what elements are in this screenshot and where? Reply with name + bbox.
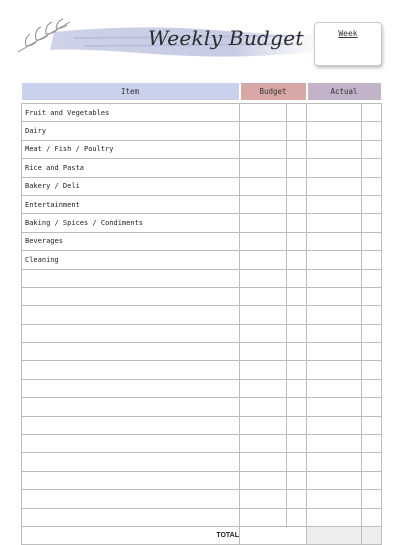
- budget-cell[interactable]: [240, 379, 287, 397]
- actual-cell[interactable]: [307, 490, 362, 508]
- table-header-row: [22, 83, 382, 100]
- actual-cell[interactable]: [307, 453, 362, 471]
- item-cell[interactable]: Beverages: [22, 232, 240, 250]
- budget-cell[interactable]: [240, 195, 287, 213]
- item-cell[interactable]: Cleaning: [22, 251, 240, 269]
- actual-cell[interactable]: [307, 214, 362, 232]
- item-cell[interactable]: [22, 490, 240, 508]
- actual-cents-cell[interactable]: [362, 398, 382, 416]
- table-row: [22, 122, 382, 140]
- budget-cell[interactable]: [240, 122, 287, 140]
- actual-cell[interactable]: [307, 177, 362, 195]
- actual-cents-cell[interactable]: [362, 122, 382, 140]
- item-column-header: Item: [22, 83, 240, 100]
- actual-cell[interactable]: [307, 287, 362, 305]
- table-row: [22, 324, 382, 342]
- budget-cell[interactable]: [240, 490, 287, 508]
- actual-cell[interactable]: [307, 159, 362, 177]
- budget-cents-cell[interactable]: [287, 379, 307, 397]
- actual-cents-cell[interactable]: [362, 177, 382, 195]
- budget-cents-cell[interactable]: [287, 140, 307, 158]
- item-cell[interactable]: Meat / Fish / Poultry: [22, 140, 240, 158]
- budget-cell[interactable]: [240, 104, 287, 122]
- item-cell[interactable]: [22, 306, 240, 324]
- table-row: [22, 398, 382, 416]
- actual-cell[interactable]: [307, 324, 362, 342]
- budget-cents-cell[interactable]: [287, 122, 307, 140]
- actual-cents-cell[interactable]: [362, 361, 382, 379]
- actual-cell[interactable]: [307, 508, 362, 526]
- actual-cell[interactable]: [307, 435, 362, 453]
- budget-cents-cell[interactable]: [287, 361, 307, 379]
- item-cell[interactable]: [22, 508, 240, 526]
- item-cell[interactable]: [22, 416, 240, 434]
- item-cell[interactable]: [22, 343, 240, 361]
- actual-cell[interactable]: [307, 398, 362, 416]
- total-row: [22, 526, 382, 544]
- budget-table: [21, 83, 383, 545]
- budget-cell[interactable]: [240, 453, 287, 471]
- actual-cell[interactable]: [307, 306, 362, 324]
- actual-cents-cell[interactable]: [362, 104, 382, 122]
- budget-cents-cell[interactable]: [287, 435, 307, 453]
- budget-cell[interactable]: [240, 232, 287, 250]
- table-row: [22, 140, 382, 158]
- budget-cell[interactable]: [240, 343, 287, 361]
- actual-cell[interactable]: [307, 140, 362, 158]
- total-actual-cents-cell[interactable]: [362, 526, 382, 544]
- budget-cell[interactable]: [240, 361, 287, 379]
- table-row: [22, 453, 382, 471]
- table-row: [22, 343, 382, 361]
- budget-cell[interactable]: [240, 306, 287, 324]
- actual-cell[interactable]: [307, 379, 362, 397]
- actual-cents-cell[interactable]: [362, 306, 382, 324]
- actual-cents-cell[interactable]: [362, 416, 382, 434]
- budget-cents-cell[interactable]: [287, 324, 307, 342]
- budget-cents-cell[interactable]: [287, 471, 307, 489]
- actual-cents-cell[interactable]: [362, 324, 382, 342]
- table-row: [22, 416, 382, 434]
- item-cell[interactable]: [22, 269, 240, 287]
- leaf-branch-icon: [14, 16, 74, 56]
- actual-cents-cell[interactable]: [362, 269, 382, 287]
- budget-cell[interactable]: [240, 416, 287, 434]
- budget-cents-cell[interactable]: [287, 453, 307, 471]
- item-cell[interactable]: [22, 435, 240, 453]
- actual-cents-cell[interactable]: [362, 453, 382, 471]
- table-row: [22, 508, 382, 526]
- table-row: [22, 471, 382, 489]
- actual-cell[interactable]: [307, 122, 362, 140]
- item-cell[interactable]: [22, 471, 240, 489]
- table-row: [22, 287, 382, 305]
- item-cell[interactable]: Baking / Spices / Condiments: [22, 214, 240, 232]
- budget-cell[interactable]: [240, 269, 287, 287]
- item-cell[interactable]: Rice and Pasta: [22, 159, 240, 177]
- actual-cents-cell[interactable]: [362, 214, 382, 232]
- budget-cents-cell[interactable]: [287, 159, 307, 177]
- budget-cents-cell[interactable]: [287, 104, 307, 122]
- budget-cell[interactable]: [240, 471, 287, 489]
- item-cell[interactable]: [22, 361, 240, 379]
- budget-cell[interactable]: [240, 435, 287, 453]
- budget-column-header: Budget: [240, 83, 307, 100]
- actual-cell[interactable]: [307, 343, 362, 361]
- item-cell[interactable]: Dairy: [22, 122, 240, 140]
- actual-cents-cell[interactable]: [362, 435, 382, 453]
- item-cell[interactable]: Bakery / Deli: [22, 177, 240, 195]
- table-row: [22, 195, 382, 213]
- actual-cell[interactable]: [307, 232, 362, 250]
- budget-cell[interactable]: [240, 398, 287, 416]
- budget-cell[interactable]: [240, 324, 287, 342]
- budget-cents-cell[interactable]: [287, 508, 307, 526]
- budget-cents-cell[interactable]: [287, 343, 307, 361]
- page-title: Weekly Budget: [148, 26, 304, 50]
- item-cell[interactable]: Entertainment: [22, 195, 240, 213]
- week-box[interactable]: [314, 22, 382, 66]
- budget-cents-cell[interactable]: [287, 177, 307, 195]
- actual-cents-cell[interactable]: [362, 343, 382, 361]
- actual-cell[interactable]: [307, 195, 362, 213]
- actual-cents-cell[interactable]: [362, 490, 382, 508]
- table-row: [22, 435, 382, 453]
- actual-cell[interactable]: [307, 104, 362, 122]
- actual-cell[interactable]: [307, 269, 362, 287]
- table-row: [22, 159, 382, 177]
- actual-cell[interactable]: [307, 361, 362, 379]
- table-row: [22, 232, 382, 250]
- budget-cell[interactable]: [240, 140, 287, 158]
- budget-cell[interactable]: [240, 214, 287, 232]
- budget-cell[interactable]: [240, 177, 287, 195]
- table-row: [22, 177, 382, 195]
- budget-cell[interactable]: [240, 508, 287, 526]
- budget-cents-cell[interactable]: [287, 269, 307, 287]
- actual-cell[interactable]: [307, 416, 362, 434]
- total-label: TOTAL: [22, 526, 240, 544]
- item-cell[interactable]: [22, 287, 240, 305]
- budget-cents-cell[interactable]: [287, 214, 307, 232]
- budget-cents-cell[interactable]: [287, 195, 307, 213]
- total-actual-cell[interactable]: [307, 526, 362, 544]
- budget-cents-cell[interactable]: [287, 287, 307, 305]
- table-row: [22, 251, 382, 269]
- actual-cents-cell[interactable]: [362, 508, 382, 526]
- budget-cents-cell[interactable]: [287, 306, 307, 324]
- budget-cents-cell[interactable]: [287, 398, 307, 416]
- budget-cents-cell[interactable]: [287, 251, 307, 269]
- budget-cell[interactable]: [240, 287, 287, 305]
- budget-cents-cell[interactable]: [287, 232, 307, 250]
- table-row: [22, 361, 382, 379]
- budget-cell[interactable]: [240, 159, 287, 177]
- total-budget-cell[interactable]: [240, 526, 307, 544]
- actual-cents-cell[interactable]: [362, 251, 382, 269]
- table-row: [22, 269, 382, 287]
- actual-cents-cell[interactable]: [362, 471, 382, 489]
- table-row: [22, 490, 382, 508]
- actual-column-header: Actual: [307, 83, 382, 100]
- item-cell[interactable]: [22, 379, 240, 397]
- item-cell[interactable]: [22, 324, 240, 342]
- actual-cents-cell[interactable]: [362, 195, 382, 213]
- actual-cents-cell[interactable]: [362, 140, 382, 158]
- table-row: [22, 104, 382, 122]
- table-row: [22, 379, 382, 397]
- item-cell[interactable]: [22, 453, 240, 471]
- actual-cents-cell[interactable]: [362, 379, 382, 397]
- actual-cell[interactable]: [307, 251, 362, 269]
- table-row: [22, 306, 382, 324]
- budget-cents-cell[interactable]: [287, 490, 307, 508]
- item-cell[interactable]: Fruit and Vegetables: [22, 104, 240, 122]
- actual-cents-cell[interactable]: [362, 159, 382, 177]
- budget-cents-cell[interactable]: [287, 416, 307, 434]
- item-cell[interactable]: [22, 398, 240, 416]
- actual-cents-cell[interactable]: [362, 287, 382, 305]
- week-label: Week: [338, 29, 358, 38]
- actual-cents-cell[interactable]: [362, 232, 382, 250]
- budget-cell[interactable]: [240, 251, 287, 269]
- table-row: [22, 214, 382, 232]
- actual-cell[interactable]: [307, 471, 362, 489]
